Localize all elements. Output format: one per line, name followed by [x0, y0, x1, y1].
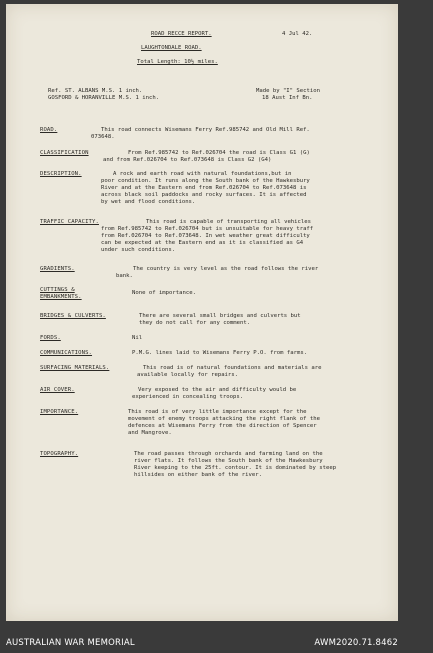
- footer-accession-number: AWM2020.71.8462: [314, 638, 398, 648]
- text-line: River and at the Eastern end from Ref.026704 to Ref.073648 is: [101, 185, 307, 191]
- section-traffic-capacity-label: TRAFFIC CAPACITY.: [40, 219, 99, 225]
- section-cuttings-label: CUTTINGS & EMBANKMENTS.: [40, 287, 82, 300]
- text-line: There are several small bridges and culverts but: [139, 313, 301, 319]
- section-communications-label: COMMUNICATIONS.: [40, 350, 93, 356]
- section-traffic-capacity-text: [101, 219, 391, 254]
- section-importance-label: IMPORTANCE.: [40, 409, 79, 415]
- text-line: can be expected at the Eastern end as it is classified as G4: [101, 240, 304, 246]
- text-line: 073648.: [91, 134, 115, 140]
- footer-institution: AUSTRALIAN WAR MEMORIAL: [6, 638, 135, 648]
- text-line: defences at Wisemans Ferry from the direction of Spencer: [128, 423, 317, 429]
- section-gradients-label: GRADIENTS.: [40, 266, 75, 272]
- text-line: The road passes through orchards and farming land on the: [134, 451, 323, 457]
- section-communications-text: [132, 350, 422, 357]
- text-line: experienced in concealing troops.: [132, 394, 244, 400]
- made-by-line-1: Made by "I" Section: [256, 88, 320, 94]
- text-line: None of importance.: [132, 290, 196, 296]
- text-line: by wet and flood conditions.: [101, 199, 196, 205]
- text-line: This road is capable of transporting all vehicles: [146, 219, 312, 225]
- section-road-label: ROAD.: [40, 127, 58, 133]
- text-line: P.M.G. lines laid to Wisemans Ferry P.O. from farms.: [132, 350, 308, 356]
- text-line: Very exposed to the air and difficulty would be: [138, 387, 297, 393]
- text-line: from Ref.026704 to Ref.073648. In wet weather great difficulty: [101, 233, 310, 239]
- section-fords-label: FORDS.: [40, 335, 61, 341]
- section-bridges-text: [139, 313, 429, 327]
- section-bridges-label: BRIDGES & CULVERTS.: [40, 313, 106, 319]
- text-line: River keeping to the 25ft. contour. It is dominated by steep: [134, 465, 337, 471]
- section-road-text: [91, 127, 391, 141]
- section-fords-text: [132, 335, 422, 342]
- section-importance-text: [128, 409, 418, 437]
- total-length: Total Length: 10½ miles.: [137, 59, 218, 65]
- section-cuttings-text: [132, 290, 422, 297]
- text-line: and Mangrove.: [128, 430, 172, 436]
- text-line: This road is of natural foundations and materials are: [143, 365, 322, 371]
- section-description-label: DESCRIPTION.: [40, 171, 82, 177]
- made-by-line-2: 18 Aust Inf Bn.: [262, 95, 313, 101]
- text-line: poor condition. It runs along the South bank of the Hawkesbury: [101, 178, 310, 184]
- map-ref-line-1: Ref. ST. ALBANS M.S. 1 inch.: [48, 88, 143, 94]
- text-line: river flats. It follows the South bank of the Hawkesbury: [134, 458, 323, 464]
- section-classification-label: CLASSIFICATION: [40, 150, 89, 156]
- section-topography-text: [134, 451, 424, 479]
- report-date: 4 Jul 42.: [282, 31, 313, 37]
- section-description-text: [101, 171, 391, 206]
- section-air-cover-text: [132, 387, 422, 401]
- archive-footer: [0, 622, 404, 653]
- text-line: hillsides on either bank of the river.: [134, 472, 262, 478]
- section-topography-label: TOPOGRAPHY.: [40, 451, 79, 457]
- text-line: from Ref.985742 to Ref.026704 but is unsuitable for heavy traff: [101, 226, 314, 232]
- report-title: ROAD RECCE REPORT.: [151, 31, 212, 37]
- road-name: LAUGHTONDALE ROAD.: [141, 45, 202, 51]
- text-line: available locally for repairs.: [137, 372, 239, 378]
- text-line: they do not call for any comment.: [139, 320, 251, 326]
- text-line: Nil: [132, 335, 143, 341]
- text-line: From Ref.985742 to Ref.026704 the road is Class G1 (G): [128, 150, 310, 156]
- text-line: This road is of very little importance except for the: [128, 409, 307, 415]
- text-line: bank.: [116, 273, 133, 279]
- section-gradients-text: [101, 266, 391, 280]
- section-surfacing-text: [137, 365, 433, 379]
- map-ref-line-2: GOSFORD & HORANVILLE M.S. 1 inch.: [48, 95, 160, 101]
- section-air-cover-label: AIR COVER.: [40, 387, 75, 393]
- text-line: The country is very level as the road follows the river: [133, 266, 319, 272]
- text-line: under such conditions.: [101, 247, 176, 253]
- text-line: This road connects Wisemans Ferry Ref.985742 and Old Mill Ref.: [101, 127, 310, 133]
- text-line: and from Ref.026704 to Ref.073648 is Class G2 (G4): [103, 157, 272, 163]
- section-classification-text: [103, 150, 418, 164]
- text-line: across black soil paddocks and rocky surfaces. It is affected: [101, 192, 307, 198]
- text-line: movement of enemy troops attacking the right flank of the: [128, 416, 320, 422]
- section-surfacing-label: SURFACING MATERIALS.: [40, 365, 110, 371]
- text-line: A rock and earth road with natural foundations,but in: [113, 171, 292, 177]
